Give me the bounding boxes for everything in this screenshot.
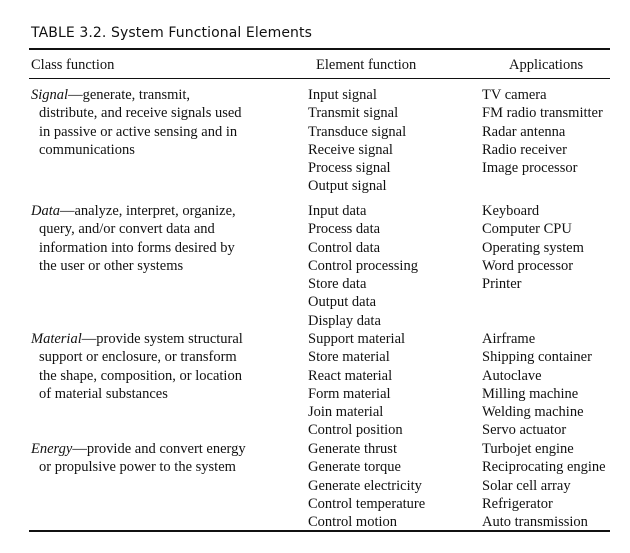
element-function-item: Control motion bbox=[308, 514, 398, 531]
table-body bbox=[0, 86, 630, 534]
application-item: Refrigerator bbox=[482, 495, 553, 512]
application-item: Radio receiver bbox=[482, 141, 567, 158]
class-function-line: the user or other systems bbox=[39, 257, 184, 274]
category-name: Signal bbox=[31, 87, 69, 103]
element-function-item: Generate thrust bbox=[308, 441, 397, 457]
element-function-item: React material bbox=[308, 367, 393, 384]
table-row-energy bbox=[0, 440, 630, 534]
application-item: Servo actuator bbox=[482, 422, 567, 439]
application-item: TV camera bbox=[482, 87, 547, 103]
element-function-item: Join material bbox=[308, 404, 384, 421]
application-item: Keyboard bbox=[482, 203, 540, 219]
element-function-item: Receive signal bbox=[308, 141, 393, 158]
table-row-signal bbox=[0, 86, 630, 202]
element-function-cell bbox=[308, 86, 406, 196]
element-function-item: Control position bbox=[308, 422, 403, 439]
application-item: Operating system bbox=[482, 239, 584, 256]
application-item: Word processor bbox=[482, 257, 574, 274]
class-function-line: of material substances bbox=[39, 385, 168, 402]
application-item: Welding machine bbox=[482, 404, 584, 421]
header-rule bbox=[29, 78, 610, 79]
class-function-first-line bbox=[31, 202, 271, 220]
application-item: Turbojet engine bbox=[482, 441, 574, 457]
element-function-item: Output data bbox=[308, 294, 377, 311]
class-function-line: query, and/or convert data and bbox=[39, 221, 215, 238]
element-function-item: Output signal bbox=[308, 178, 387, 195]
top-rule bbox=[29, 48, 610, 50]
category-description: —provide and convert energy bbox=[72, 441, 246, 457]
class-function-line: in passive or active sensing and in bbox=[39, 123, 238, 140]
application-item: Printer bbox=[482, 276, 522, 293]
class-function-cell bbox=[31, 440, 271, 477]
header-element-function: Element function bbox=[316, 57, 417, 73]
class-function-cell bbox=[31, 86, 271, 159]
element-function-item: Transduce signal bbox=[308, 123, 407, 140]
header-applications: Applications bbox=[509, 57, 584, 73]
element-function-item: Generate electricity bbox=[308, 477, 422, 494]
element-function-item: Process data bbox=[308, 221, 381, 238]
class-function-line: the shape, composition, or location bbox=[39, 367, 242, 384]
category-description: —generate, transmit, bbox=[68, 87, 191, 103]
application-item: Image processor bbox=[482, 160, 578, 177]
application-item: Radar antenna bbox=[482, 123, 566, 140]
element-function-cell bbox=[308, 440, 425, 531]
element-function-item: Support material bbox=[308, 331, 406, 347]
application-item: Shipping container bbox=[482, 349, 592, 366]
applications-cell bbox=[482, 440, 606, 531]
element-function-item: Form material bbox=[308, 385, 391, 402]
category-name: Energy bbox=[31, 441, 73, 457]
element-function-item: Input signal bbox=[308, 87, 377, 103]
application-item: Computer CPU bbox=[482, 221, 572, 238]
element-function-item: Input data bbox=[308, 203, 367, 219]
application-item: FM radio transmitter bbox=[482, 105, 603, 122]
class-function-line: or propulsive power to the system bbox=[39, 459, 236, 476]
class-function-line: information into forms desired by bbox=[39, 239, 235, 256]
class-function-first-line bbox=[31, 440, 271, 458]
class-function-cell bbox=[31, 330, 271, 403]
header-class-function: Class function bbox=[31, 57, 115, 73]
application-item: Airframe bbox=[482, 331, 536, 347]
application-item: Milling machine bbox=[482, 385, 579, 402]
element-function-item: Control temperature bbox=[308, 495, 426, 512]
element-function-cell bbox=[308, 202, 418, 330]
class-function-line: distribute, and receive signals used bbox=[39, 105, 242, 122]
category-name: Material bbox=[31, 331, 82, 347]
table-title: TABLE 3.2. System Functional Elements bbox=[31, 25, 312, 41]
element-function-item: Process signal bbox=[308, 160, 391, 177]
category-description: —analyze, interpret, organize, bbox=[60, 203, 236, 219]
application-item: Solar cell array bbox=[482, 477, 571, 494]
element-function-item: Display data bbox=[308, 312, 381, 329]
element-function-item: Store data bbox=[308, 276, 367, 293]
element-function-item: Transmit signal bbox=[308, 105, 399, 122]
bottom-rule bbox=[29, 530, 610, 532]
element-function-item: Control processing bbox=[308, 257, 418, 274]
class-function-first-line bbox=[31, 86, 271, 104]
element-function-cell bbox=[308, 330, 405, 440]
applications-cell bbox=[482, 330, 592, 440]
table-row-data bbox=[0, 202, 630, 330]
class-function-first-line bbox=[31, 330, 271, 348]
element-function-item: Store material bbox=[308, 349, 390, 366]
application-item: Auto transmission bbox=[482, 514, 588, 531]
element-function-item: Control data bbox=[308, 239, 381, 256]
class-function-line: support or enclosure, or transform bbox=[39, 349, 237, 366]
category-name: Data bbox=[31, 203, 60, 219]
table-row-material bbox=[0, 330, 630, 440]
class-function-cell bbox=[31, 202, 271, 275]
application-item: Reciprocating engine bbox=[482, 459, 606, 476]
applications-cell bbox=[482, 86, 603, 177]
application-item: Autoclave bbox=[482, 367, 542, 384]
class-function-line: communications bbox=[39, 141, 135, 158]
category-description: —provide system structural bbox=[81, 331, 243, 347]
applications-cell bbox=[482, 202, 584, 293]
element-function-item: Generate torque bbox=[308, 459, 401, 476]
